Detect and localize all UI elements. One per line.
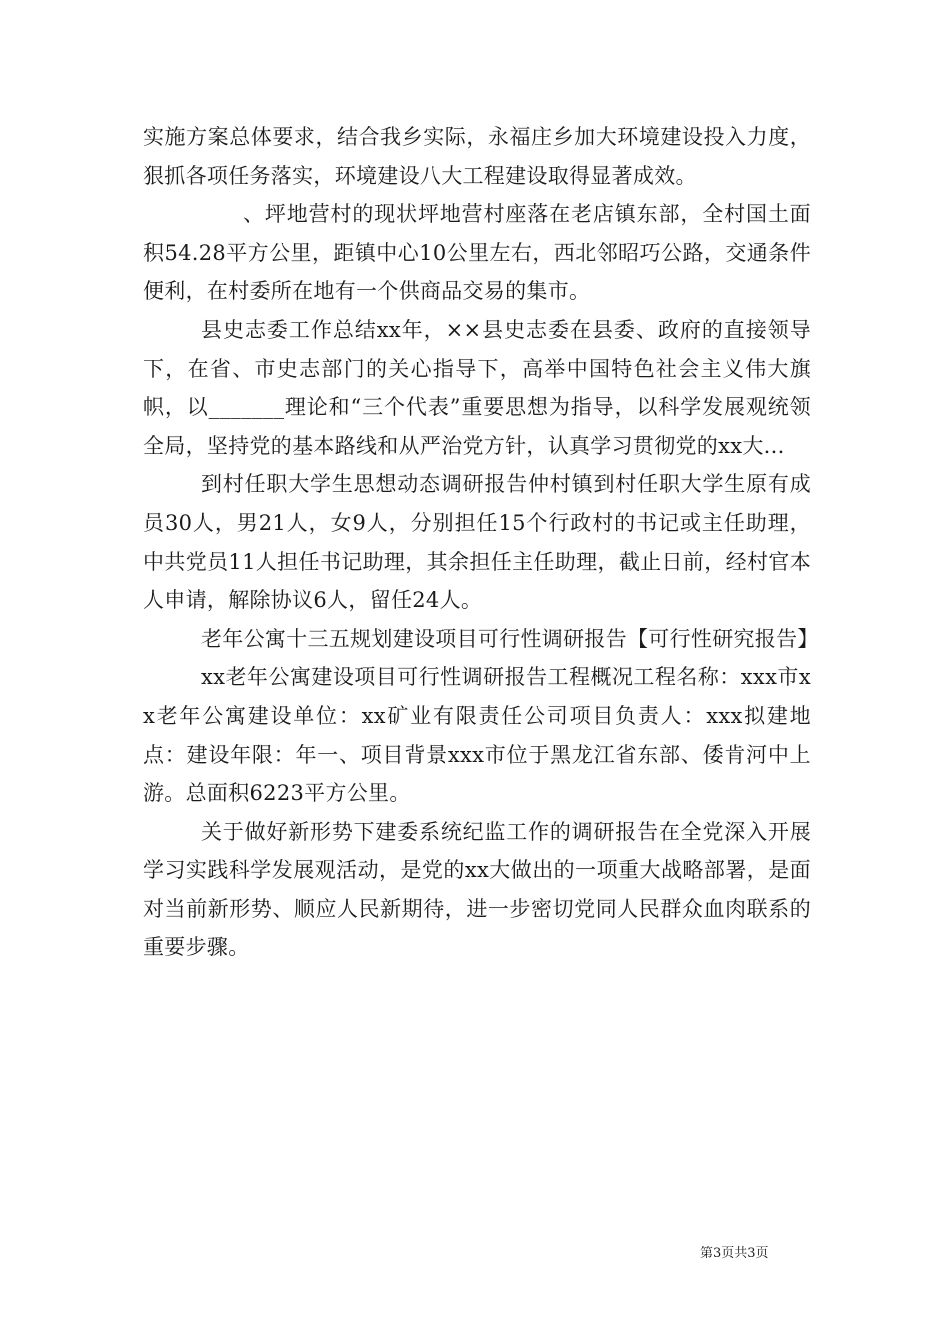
- paragraph-environment-construction: 实施方案总体要求，结合我乡实际，永福庄乡加大环境建设投入力度，狠抓各项任务落实，环境建设八大工程建设取得显著成效。: [143, 125, 811, 188]
- paragraph-elderly-apartment-title: 老年公寓十三五规划建设项目可行性调研报告【可行性研究报告】: [201, 626, 819, 651]
- paragraph-pingdiying-village: 、坪地营村的现状坪地营村座落在老店镇东部，全村国土面积54.28平方公里，距镇中心10公里左右，西北邻昭巧公路，交通条件便利，在村委所在地有一个供商品交易的集市。: [143, 202, 811, 304]
- document-body: [143, 118, 819, 967]
- paragraph-village-college-graduates: 到村任职大学生思想动态调研报告仲村镇到村任职大学生原有成员30人，男21人，女9人，分别担任15个行政村的书记或主任助理，中共党员11人担任书记助理，其余担任主任助理，截止日前，经村官本人申请，解除协议6人，留任24人。: [143, 472, 811, 613]
- paragraph-discipline-inspection-report: 关于做好新形势下建委系统纪监工作的调研报告在全党深入开展学习实践科学发展观活动，是党的xx大做出的一项重大战略部署，是面对当前新形势、顺应人民新期待，进一步密切党同人民群众血肉联系的重要步骤。: [143, 819, 811, 960]
- page-number-footer: 第3页共3页: [700, 1246, 769, 1261]
- paragraph-elderly-apartment-overview: xx老年公寓建设项目可行性调研报告工程概况工程名称：xxx市xx老年公寓建设单位：xx矿业有限责任公司项目负责人：xxx拟建地点：建设年限：年一、项目背景xxx市位于黑龙江省东部、倭肯河中上游。总面积6223平方公里。: [143, 665, 811, 806]
- paragraph-county-history-committee: 县史志委工作总结xx年，××县史志委在县委、政府的直接领导下，在省、市史志部门的关心指导下，高举中国特色社会主义伟大旗帜，以_______理论和“三个代表”重要思想为指导，以科学发展观统领全局，坚持党的基本路线和从严治党方针，认真学习贯彻党的xx大...: [143, 317, 811, 458]
